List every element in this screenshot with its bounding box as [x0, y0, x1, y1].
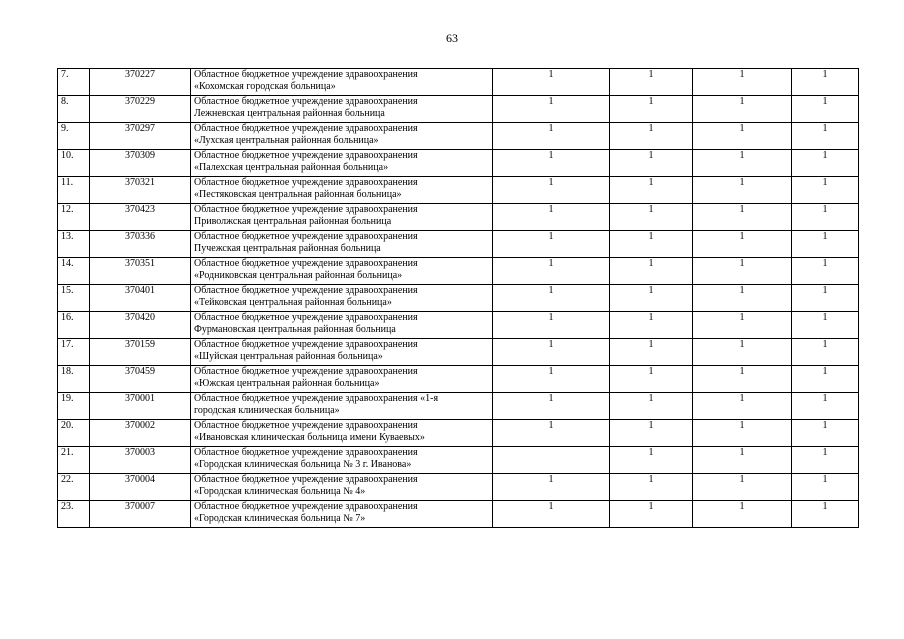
organization-code-cell: 370423 — [90, 204, 191, 231]
value-cell-2: 1 — [610, 123, 693, 150]
organization-code-cell: 370001 — [90, 393, 191, 420]
value-cell-2: 1 — [610, 96, 693, 123]
organization-code-cell: 370003 — [90, 447, 191, 474]
value-cell-3: 1 — [693, 123, 792, 150]
organization-name-cell — [191, 285, 493, 312]
organization-name-line-2: городская клиническая больница» — [194, 405, 340, 416]
value-cell-2: 1 — [610, 339, 693, 366]
row-number-cell: 9. — [58, 123, 90, 150]
organization-name-cell — [191, 312, 493, 339]
value-cell-3: 1 — [693, 285, 792, 312]
organization-name-line-2: «Кохомская городская больница» — [194, 81, 336, 92]
organization-name-cell — [191, 501, 493, 528]
organization-name-line-1: Областное бюджетное учреждение здравоохранения — [194, 366, 418, 377]
value-cell-4: 1 — [792, 420, 859, 447]
row-number-cell: 10. — [58, 150, 90, 177]
organization-code-cell: 370459 — [90, 366, 191, 393]
organization-code-cell: 370309 — [90, 150, 191, 177]
organization-name-line-1: Областное бюджетное учреждение здравоохранения — [194, 258, 418, 269]
table-row — [58, 420, 859, 447]
row-number-cell: 7. — [58, 69, 90, 96]
organization-name-line-1: Областное бюджетное учреждение здравоохранения — [194, 339, 418, 350]
row-number-cell: 17. — [58, 339, 90, 366]
row-number-cell: 18. — [58, 366, 90, 393]
value-cell-4: 1 — [792, 258, 859, 285]
value-cell-1 — [493, 447, 610, 474]
value-cell-1: 1 — [493, 312, 610, 339]
value-cell-3: 1 — [693, 393, 792, 420]
row-number-cell: 22. — [58, 474, 90, 501]
value-cell-1: 1 — [493, 96, 610, 123]
organization-name-cell — [191, 339, 493, 366]
value-cell-2: 1 — [610, 150, 693, 177]
organization-name-line-2: «Родниковская центральная районная больница» — [194, 270, 403, 281]
value-cell-3: 1 — [693, 204, 792, 231]
value-cell-4: 1 — [792, 123, 859, 150]
table-row — [58, 339, 859, 366]
organization-code-cell: 370351 — [90, 258, 191, 285]
value-cell-4: 1 — [792, 339, 859, 366]
organization-name-line-1: Областное бюджетное учреждение здравоохранения «1-я — [194, 393, 439, 404]
organization-name-line-1: Областное бюджетное учреждение здравоохранения — [194, 312, 418, 323]
value-cell-1: 1 — [493, 123, 610, 150]
organization-name-cell — [191, 420, 493, 447]
row-number-cell: 8. — [58, 96, 90, 123]
organization-name-cell — [191, 69, 493, 96]
value-cell-4: 1 — [792, 393, 859, 420]
value-cell-2: 1 — [610, 474, 693, 501]
value-cell-3: 1 — [693, 339, 792, 366]
row-number-cell: 12. — [58, 204, 90, 231]
organization-name-line-1: Областное бюджетное учреждение здравоохранения — [194, 474, 418, 485]
organization-name-line-2: Фурмановская центральная районная больница — [194, 324, 396, 335]
hospital-table — [57, 68, 859, 528]
table-row — [58, 177, 859, 204]
table-row — [58, 312, 859, 339]
organization-name-line-2: «Южская центральная районная больница» — [194, 378, 380, 389]
organization-name-cell — [191, 447, 493, 474]
value-cell-2: 1 — [610, 420, 693, 447]
value-cell-1: 1 — [493, 150, 610, 177]
organization-name-line-1: Областное бюджетное учреждение здравоохранения — [194, 177, 418, 188]
table-row — [58, 366, 859, 393]
value-cell-4: 1 — [792, 177, 859, 204]
organization-name-line-1: Областное бюджетное учреждение здравоохранения — [194, 231, 418, 242]
value-cell-1: 1 — [493, 420, 610, 447]
organization-name-cell — [191, 123, 493, 150]
value-cell-3: 1 — [693, 366, 792, 393]
organization-name-line-2: «Палехская центральная районная больница» — [194, 162, 389, 173]
organization-code-cell: 370321 — [90, 177, 191, 204]
organization-code-cell: 370229 — [90, 96, 191, 123]
organization-name-line-1: Областное бюджетное учреждение здравоохранения — [194, 501, 418, 512]
organization-code-cell: 370336 — [90, 231, 191, 258]
value-cell-3: 1 — [693, 474, 792, 501]
value-cell-1: 1 — [493, 69, 610, 96]
organization-name-line-1: Областное бюджетное учреждение здравоохранения — [194, 96, 418, 107]
row-number-cell: 15. — [58, 285, 90, 312]
organization-name-line-2: «Ивановская клиническая больница имени Куваевых» — [194, 432, 425, 443]
value-cell-3: 1 — [693, 420, 792, 447]
value-cell-2: 1 — [610, 231, 693, 258]
organization-name-line-2: «Шуйская центральная районная больница» — [194, 351, 383, 362]
organization-name-line-2: «Городская клиническая больница № 4» — [194, 486, 366, 497]
value-cell-2: 1 — [610, 285, 693, 312]
organization-name-cell — [191, 366, 493, 393]
value-cell-1: 1 — [493, 339, 610, 366]
value-cell-1: 1 — [493, 393, 610, 420]
row-number-cell: 19. — [58, 393, 90, 420]
row-number-cell: 11. — [58, 177, 90, 204]
value-cell-4: 1 — [792, 501, 859, 528]
table-row — [58, 69, 859, 96]
value-cell-1: 1 — [493, 231, 610, 258]
value-cell-4: 1 — [792, 312, 859, 339]
organization-name-line-2: Лежневская центральная районная больница — [194, 108, 385, 119]
value-cell-1: 1 — [493, 366, 610, 393]
organization-name-cell — [191, 150, 493, 177]
value-cell-4: 1 — [792, 231, 859, 258]
organization-name-line-2: «Городская клиническая больница № 7» — [194, 513, 366, 524]
value-cell-3: 1 — [693, 96, 792, 123]
value-cell-1: 1 — [493, 285, 610, 312]
organization-code-cell: 370007 — [90, 501, 191, 528]
value-cell-4: 1 — [792, 96, 859, 123]
value-cell-3: 1 — [693, 177, 792, 204]
value-cell-1: 1 — [493, 474, 610, 501]
value-cell-4: 1 — [792, 285, 859, 312]
value-cell-2: 1 — [610, 393, 693, 420]
value-cell-3: 1 — [693, 258, 792, 285]
row-number-cell: 13. — [58, 231, 90, 258]
organization-name-cell — [191, 393, 493, 420]
table-row — [58, 285, 859, 312]
organization-name-cell — [191, 258, 493, 285]
table-row — [58, 123, 859, 150]
value-cell-1: 1 — [493, 258, 610, 285]
value-cell-2: 1 — [610, 501, 693, 528]
value-cell-4: 1 — [792, 474, 859, 501]
organization-name-line-2: Приволжская центральная районная больница — [194, 216, 392, 227]
organization-name-cell — [191, 231, 493, 258]
value-cell-4: 1 — [792, 150, 859, 177]
table-row — [58, 204, 859, 231]
organization-name-line-2: «Городская клиническая больница № 3 г. Иванова» — [194, 459, 412, 470]
organization-name-line-1: Областное бюджетное учреждение здравоохранения — [194, 123, 418, 134]
value-cell-3: 1 — [693, 69, 792, 96]
table-row — [58, 474, 859, 501]
table-row — [58, 96, 859, 123]
value-cell-1: 1 — [493, 501, 610, 528]
value-cell-2: 1 — [610, 177, 693, 204]
value-cell-2: 1 — [610, 69, 693, 96]
value-cell-4: 1 — [792, 366, 859, 393]
row-number-cell: 21. — [58, 447, 90, 474]
organization-name-line-1: Областное бюджетное учреждение здравоохранения — [194, 69, 418, 80]
organization-name-line-2: Пучежская центральная районная больница — [194, 243, 381, 254]
value-cell-2: 1 — [610, 447, 693, 474]
row-number-cell: 14. — [58, 258, 90, 285]
organization-code-cell: 370401 — [90, 285, 191, 312]
table-row — [58, 501, 859, 528]
value-cell-3: 1 — [693, 231, 792, 258]
organization-code-cell: 370002 — [90, 420, 191, 447]
value-cell-3: 1 — [693, 312, 792, 339]
organization-name-line-2: «Пестяковская центральная районная больница» — [194, 189, 402, 200]
value-cell-3: 1 — [693, 447, 792, 474]
row-number-cell: 20. — [58, 420, 90, 447]
value-cell-4: 1 — [792, 447, 859, 474]
value-cell-2: 1 — [610, 312, 693, 339]
organization-name-line-1: Областное бюджетное учреждение здравоохранения — [194, 285, 418, 296]
value-cell-3: 1 — [693, 150, 792, 177]
organization-code-cell: 370297 — [90, 123, 191, 150]
value-cell-2: 1 — [610, 258, 693, 285]
organization-name-line-2: «Тейковская центральная районная больница» — [194, 297, 392, 308]
value-cell-4: 1 — [792, 204, 859, 231]
organization-name-cell — [191, 474, 493, 501]
organization-name-line-1: Областное бюджетное учреждение здравоохранения — [194, 204, 418, 215]
organization-code-cell: 370159 — [90, 339, 191, 366]
value-cell-2: 1 — [610, 366, 693, 393]
value-cell-1: 1 — [493, 204, 610, 231]
table-row — [58, 258, 859, 285]
organization-name-line-1: Областное бюджетное учреждение здравоохранения — [194, 150, 418, 161]
organization-name-line-1: Областное бюджетное учреждение здравоохранения — [194, 420, 418, 431]
value-cell-3: 1 — [693, 501, 792, 528]
organization-name-cell — [191, 96, 493, 123]
table-body — [58, 69, 859, 528]
page-number: 63 — [446, 31, 458, 45]
table-row — [58, 393, 859, 420]
value-cell-4: 1 — [792, 69, 859, 96]
organization-code-cell: 370227 — [90, 69, 191, 96]
organization-name-cell — [191, 177, 493, 204]
organization-name-line-1: Областное бюджетное учреждение здравоохранения — [194, 447, 418, 458]
value-cell-1: 1 — [493, 177, 610, 204]
organization-name-line-2: «Лухская центральная районная больница» — [194, 135, 379, 146]
table-row — [58, 231, 859, 258]
row-number-cell: 23. — [58, 501, 90, 528]
value-cell-2: 1 — [610, 204, 693, 231]
organization-code-cell: 370004 — [90, 474, 191, 501]
table-row — [58, 447, 859, 474]
row-number-cell: 16. — [58, 312, 90, 339]
table-row — [58, 150, 859, 177]
organization-code-cell: 370420 — [90, 312, 191, 339]
organization-name-cell — [191, 204, 493, 231]
